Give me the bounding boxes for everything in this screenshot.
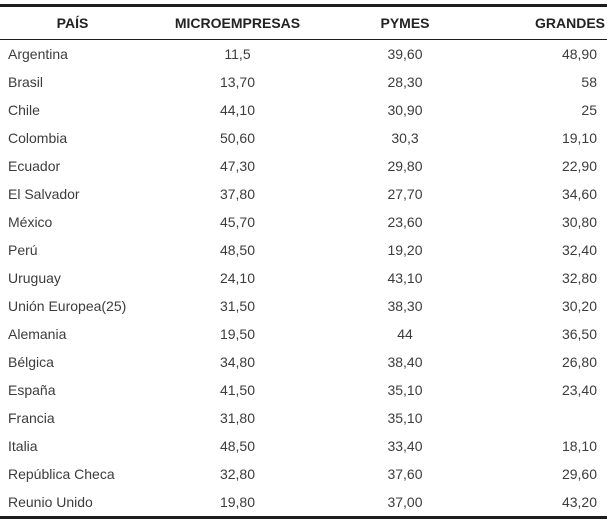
table-header xyxy=(0,6,607,40)
table-row xyxy=(0,292,607,320)
grandes-cell: 18,10 xyxy=(561,438,597,454)
microempresas-cell: 24,10 xyxy=(219,270,256,286)
table-row xyxy=(0,376,607,404)
country-cell: Alemania xyxy=(8,326,67,342)
microempresas-cell: 48,50 xyxy=(219,438,256,454)
country-cell: República Checa xyxy=(8,466,115,482)
grandes-cell: 30,20 xyxy=(561,298,597,314)
pymes-cell: 27,70 xyxy=(387,186,423,202)
table-row xyxy=(0,236,607,264)
microempresas-cell: 47,30 xyxy=(219,158,256,174)
table-row xyxy=(0,152,607,180)
country-cell: Argentina xyxy=(8,46,68,62)
country-cell: Italia xyxy=(8,438,38,454)
country-cell: Reunio Unido xyxy=(8,494,93,510)
table-row xyxy=(0,460,607,488)
country-firm-size-table xyxy=(0,4,607,519)
grandes-cell: 26,80 xyxy=(561,354,597,370)
country-cell: Francia xyxy=(8,410,55,426)
microempresas-cell: 31,50 xyxy=(219,298,256,314)
grandes-cell: 19,10 xyxy=(561,130,597,146)
country-cell: Perú xyxy=(8,242,38,258)
country-cell: España xyxy=(8,382,56,398)
grandes-cell xyxy=(480,404,607,432)
pymes-cell: 37,00 xyxy=(387,494,423,510)
microempresas-cell: 19,50 xyxy=(219,326,256,342)
table-row xyxy=(0,124,607,152)
country-cell: Brasil xyxy=(8,74,44,90)
microempresas-cell: 50,60 xyxy=(219,130,256,146)
country-cell: Chile xyxy=(8,102,40,118)
column-header-grandes: GRANDES xyxy=(480,6,607,40)
grandes-cell: 25 xyxy=(581,102,597,118)
country-cell: Bélgica xyxy=(8,354,54,370)
column-header-pais: PAÍS xyxy=(0,6,145,40)
microempresas-cell: 13,70 xyxy=(219,74,256,90)
table-row xyxy=(0,68,607,96)
microempresas-cell: 34,80 xyxy=(219,354,256,370)
grandes-cell: 34,60 xyxy=(561,186,597,202)
pymes-cell: 38,30 xyxy=(387,298,423,314)
pymes-cell: 33,40 xyxy=(387,438,423,454)
pymes-cell: 38,40 xyxy=(387,354,423,370)
country-cell: México xyxy=(8,214,53,230)
pymes-cell: 35,10 xyxy=(387,410,423,426)
table-row xyxy=(0,208,607,236)
microempresas-cell: 45,70 xyxy=(219,214,256,230)
country-cell: Uruguay xyxy=(8,270,61,286)
country-cell: El Salvador xyxy=(8,186,80,202)
table-row xyxy=(0,432,607,460)
microempresas-cell: 32,80 xyxy=(219,466,256,482)
table-row xyxy=(0,348,607,376)
country-cell: Unión Europea(25) xyxy=(8,298,127,314)
pymes-cell: 23,60 xyxy=(387,214,423,230)
microempresas-cell: 48,50 xyxy=(219,242,256,258)
grandes-cell: 43,20 xyxy=(561,494,597,510)
pymes-cell: 37,60 xyxy=(387,466,423,482)
microempresas-cell: 31,80 xyxy=(219,410,256,426)
pymes-cell: 44 xyxy=(397,326,413,342)
grandes-cell: 23,40 xyxy=(561,382,597,398)
column-header-microempresas: MICROEMPRESAS xyxy=(145,6,330,40)
table-row xyxy=(0,96,607,124)
grandes-cell: 58 xyxy=(581,74,597,90)
country-cell: Colombia xyxy=(8,130,68,146)
table-row xyxy=(0,488,607,518)
table-row xyxy=(0,320,607,348)
table-body xyxy=(0,40,607,518)
pymes-cell: 35,10 xyxy=(387,382,423,398)
pymes-cell: 43,10 xyxy=(387,270,423,286)
grandes-cell: 22,90 xyxy=(561,158,597,174)
microempresas-cell: 44,10 xyxy=(219,102,256,118)
microempresas-cell: 19,80 xyxy=(219,494,256,510)
pymes-cell: 28,30 xyxy=(387,74,423,90)
table-header-row xyxy=(0,6,607,40)
grandes-cell: 30,80 xyxy=(561,214,597,230)
pymes-cell: 19,20 xyxy=(387,242,423,258)
microempresas-cell: 37,80 xyxy=(219,186,256,202)
pymes-cell: 30,3 xyxy=(391,130,419,146)
grandes-cell: 36,50 xyxy=(561,326,597,342)
pymes-cell: 30,90 xyxy=(387,102,423,118)
column-header-pymes: PYMES xyxy=(330,6,480,40)
table-row xyxy=(0,264,607,292)
table-row xyxy=(0,40,607,69)
grandes-cell: 48,90 xyxy=(561,46,597,62)
table-row xyxy=(0,180,607,208)
pymes-cell: 39,60 xyxy=(387,46,423,62)
grandes-cell: 32,40 xyxy=(561,242,597,258)
microempresas-cell: 11,5 xyxy=(224,46,251,62)
pymes-cell: 29,80 xyxy=(387,158,423,174)
country-cell: Ecuador xyxy=(8,158,61,174)
table-row xyxy=(0,404,607,432)
microempresas-cell: 41,50 xyxy=(219,382,256,398)
grandes-cell: 29,60 xyxy=(561,466,597,482)
grandes-cell: 32,80 xyxy=(561,270,597,286)
